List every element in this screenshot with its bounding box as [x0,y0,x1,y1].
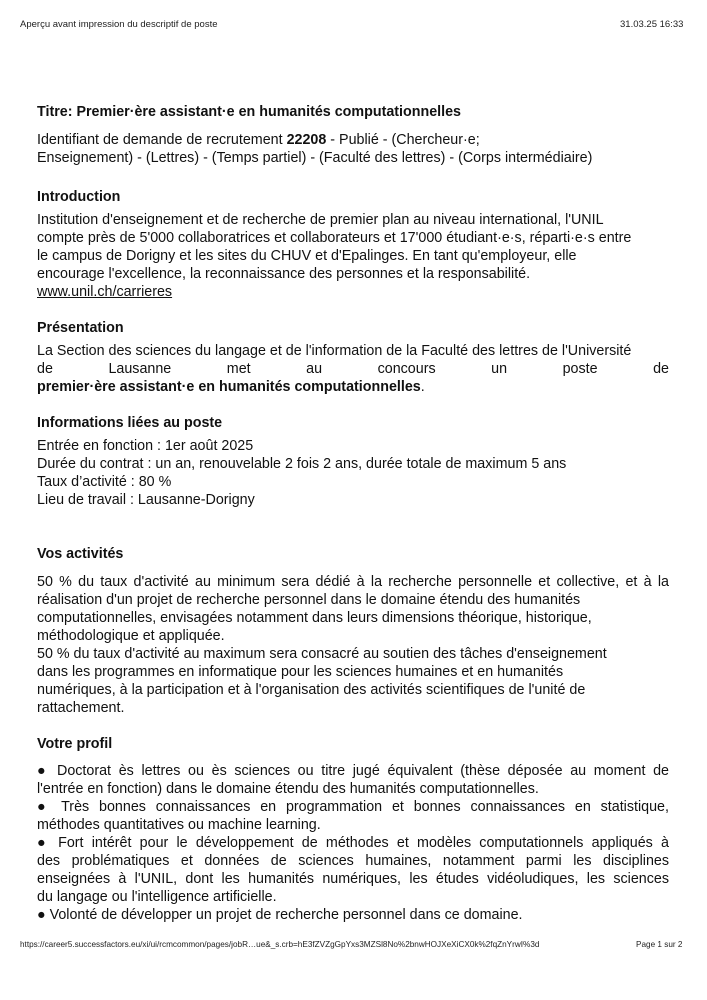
section-heading-profil: Votre profil [37,736,113,752]
profil-line: du langage ou l'intelligence artificielle. [37,889,277,905]
profil-line: ● Doctorat ès lettres ou ès sciences ou titre jugé équivalent (thèse déposée au moment de [37,763,669,779]
spacer [37,509,669,545]
introduction-text [37,211,669,301]
presentation-word: concours [377,361,436,377]
activites-line: réalisation d'un projet de recherche personnel dans le domaine étendu des humanités [37,592,581,608]
presentation-word: poste [562,361,598,377]
section-heading-presentation: Présentation [37,320,124,336]
profil-line: méthodes quantitatives ou machine learning. [37,817,321,833]
introduction-line: compte près de 5'000 collaboratrices et collaborateurs et 17'000 étudiant·e·s, réparti·e·s entre [37,230,632,246]
activites-line: rattachement. [37,700,125,716]
activites-line: méthodologique et appliquée. [37,628,225,644]
section-heading-introduction: Introduction [37,189,121,205]
introduction-line: Institution d'enseignement et de recherche de premier plan au niveau international, l'UNIL [37,212,604,228]
requisition-identifier [37,131,669,167]
activites-line: computationnelles, envisagées notamment dans leurs dimensions théorique, historique, [37,610,592,626]
careers-link[interactable]: www.unil.ch/carrieres [37,284,173,300]
introduction-line: encourage l'excellence, la reconnaissance des personnes et la responsabilité. [37,266,531,282]
identifier-line1-rest: - Publié - (Chercheur·e; [326,132,480,148]
presentation-text [37,342,669,396]
info-workplace: Lieu de travail : Lausanne-Dorigny [37,492,255,508]
profil-line: des problématiques et données de sciences humaines, notamment parmi les disciplines [37,853,669,869]
activites-line: 50 % du taux d'activité au maximum sera consacré au soutien des tâches d'enseignement [37,646,607,662]
info-activity-rate: Taux d’activité : 80 % [37,474,172,490]
section-heading-informations: Informations liées au poste [37,415,223,431]
position-title-bold: premier·ère assistant·e en humanités computationnelles [37,379,421,395]
activites-line: dans les programmes en informatique pour les sciences humaines et en humanités [37,664,564,680]
identifier-line2: Enseignement) - (Lettres) - (Temps partiel) - (Faculté des lettres) - (Corps intermédiaire) [37,150,593,166]
presentation-word: de [653,361,669,377]
presentation-word: au [306,361,323,377]
profil-line: enseignées à l'UNIL, dont les humanités numériques, les études vidéoludiques, les sciences [37,871,669,887]
presentation-word: un [491,361,508,377]
requisition-id: 22208 [286,132,327,148]
presentation-period: . [420,379,425,395]
informations-list [37,437,669,509]
profil-line: ● Très bonnes connaissances en programmation et bonnes connaissances en statistique, [37,799,669,815]
job-description [37,103,669,924]
presentation-justified-line [37,360,669,378]
presentation-line [37,378,669,396]
activites-line: 50 % du taux d'activité au minimum sera dédié à la recherche personnelle et collective, et à la [37,574,669,590]
profil-line: ● Volonté de développer un projet de recherche personnel dans ce domaine. [37,907,523,923]
introduction-line: le campus de Dorigny et les sites du CHUV et d'Epalinges. En tant qu'employeur, elle [37,248,577,264]
profil-line: ● Fort intérêt pour le développement de méthodes et modèles computationnels appliqués à [37,835,669,851]
info-contract-duration: Durée du contrat : un an, renouvelable 2 fois 2 ans, durée totale de maximum 5 ans [37,456,567,472]
section-heading-activites: Vos activités [37,546,124,562]
print-header-datetime: 31.03.25 16:33 [620,19,684,30]
info-start-date: Entrée en fonction : 1er août 2025 [37,438,254,454]
print-footer-page-number: Page 1 sur 2 [636,940,683,949]
presentation-word: de [37,361,53,377]
presentation-line: La Section des sciences du langage et de l'information de la Faculté des lettres de l'Université [37,343,632,359]
activites-line: numériques, à la participation et à l'organisation des activités scientifiques de l'unité de [37,682,586,698]
presentation-word: met [226,361,251,377]
profil-line: l'entrée en fonction) dans le domaine étendu des humanités computationnelles. [37,781,539,797]
print-footer-url: https://career5.successfactors.eu/xi/ui/rcmcommon/pages/jobR…ue&_s.crb=hE3fZVZgGpYxs3MZSl8No%2bnwHOJXeXiCX0k%2fqZnYrwI%3d [20,940,540,949]
print-header-title: Aperçu avant impression du descriptif de poste [20,19,218,30]
presentation-word: Lausanne [108,361,172,377]
page-title: Titre: Premier·ère assistant·e en humanités computationnelles [37,104,462,120]
profil-list [37,762,669,924]
activites-text [37,573,669,717]
identifier-prefix: Identifiant de demande de recrutement [37,132,287,148]
